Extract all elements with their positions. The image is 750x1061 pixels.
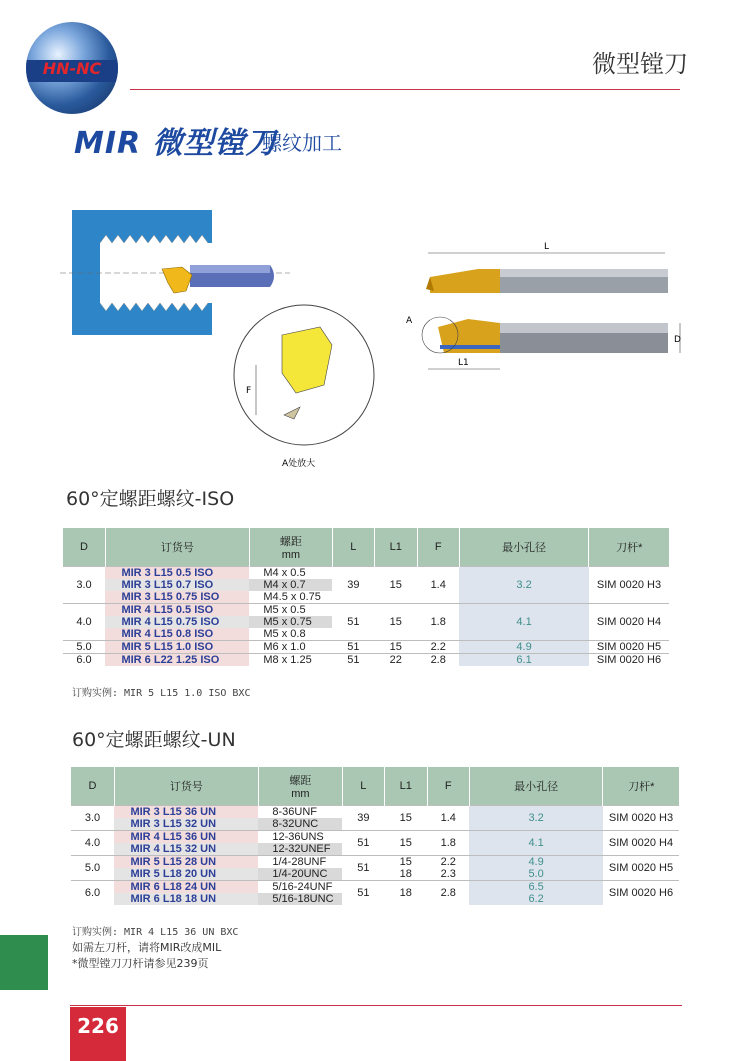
iso-thread-table [62, 528, 669, 666]
cell-holder: SIM 0020 H5 [603, 856, 679, 881]
cell-L: 51 [342, 856, 384, 881]
cell-pitch: 1/4-28UNF [258, 856, 342, 869]
cell-D: 5.0 [63, 641, 106, 654]
un-order-example: 订购实例: MIR 4 L15 36 UN BXC [72, 927, 239, 938]
cell-pitch: 1/4-20UNC [258, 868, 342, 881]
page-title: MIR 微型镗刀 [74, 126, 277, 161]
cell-pitch: 8-32UNC [258, 818, 342, 831]
cell-order-no: MIR 6 L22 1.25 ISO [105, 654, 249, 667]
cell-L1: 15 [384, 831, 427, 856]
tool-side-view [426, 242, 668, 293]
cell-D: 4.0 [63, 604, 106, 641]
company-logo [26, 22, 118, 114]
cell-D: 6.0 [63, 654, 106, 667]
cell-L: 39 [332, 567, 374, 604]
cell-L: 51 [332, 641, 374, 654]
cell-pitch: M6 x 1.0 [249, 641, 332, 654]
pitch-unit: mm [281, 549, 301, 561]
cell-pitch: 5/16-18UNC [258, 893, 342, 905]
cell-order-no: MIR 6 L18 24 UN [114, 881, 258, 894]
cell-L: 51 [342, 881, 384, 906]
col-header-holder: 刀杆* [589, 528, 669, 567]
cell-F: 2.2 [417, 641, 459, 654]
cell-L1: 15 [384, 806, 427, 831]
tool-diagram [60, 185, 690, 475]
cell-min-hole: 6.2 [469, 893, 603, 905]
cell-pitch: 5/16-24UNF [258, 881, 342, 894]
cell-L1: 15 [374, 604, 417, 641]
cell-min-hole: 5.0 [469, 868, 603, 881]
cell-D: 6.0 [71, 881, 115, 906]
cell-F: 2.2 [427, 856, 469, 869]
cell-min-hole: 4.9 [469, 856, 603, 869]
table-row [71, 831, 680, 844]
page-subtitle: 螺纹加工 [262, 131, 342, 155]
cell-L: 51 [332, 654, 374, 667]
cell-order-no: MIR 3 L15 32 UN [114, 818, 258, 831]
side-tab-marker [0, 935, 48, 990]
cell-D: 5.0 [71, 856, 115, 881]
cell-F: 2.3 [440, 868, 456, 880]
dim-F-label: F [246, 386, 252, 396]
cell-order-no: MIR 4 L15 0.75 ISO [105, 616, 249, 628]
detail-magnified-view [234, 305, 374, 469]
col-header-F: F [427, 767, 469, 806]
col-header-pitch [249, 528, 332, 567]
cell-L: 51 [342, 831, 384, 856]
cell-order-no: MIR 4 L15 0.5 ISO [105, 604, 249, 617]
iso-section-title: 60°定螺距螺纹-ISO [66, 488, 235, 510]
cell-order-no: MIR 5 L15 1.0 ISO [105, 641, 249, 654]
cell-holder: SIM 0020 H6 [589, 654, 669, 667]
cell-holder: SIM 0020 H5 [589, 641, 669, 654]
cell-L1: 22 [374, 654, 417, 667]
col-header-D: D [71, 767, 115, 806]
cell-holder: SIM 0020 H4 [603, 831, 679, 856]
cell-pitch: 12-36UNS [258, 831, 342, 844]
dim-D-label: D [674, 335, 681, 345]
cell-pitch: M5 x 0.75 [249, 616, 332, 628]
cell-D: 3.0 [63, 567, 106, 604]
table-row [71, 806, 680, 819]
page-category-label: 微型镗刀 [592, 50, 688, 78]
col-header-holder: 刀杆* [603, 767, 679, 806]
cell-F: 2.8 [427, 881, 469, 906]
table-header-row [63, 528, 670, 567]
un-section-title: 60°定螺距螺纹-UN [72, 729, 236, 751]
left-hand-note: 如需左刀杆，请将MIR改成MIL [72, 941, 222, 954]
table-row [63, 654, 670, 667]
table-row [71, 856, 680, 869]
detail-caption: A处放大 [282, 459, 316, 469]
col-header-L1: L1 [374, 528, 417, 567]
boring-bar [162, 265, 274, 293]
cell-holder: SIM 0020 H3 [589, 567, 669, 604]
cell-L: 39 [342, 806, 384, 831]
cell-F: 1.4 [417, 567, 459, 604]
table-row [71, 881, 680, 894]
col-header-order-no: 订货号 [105, 528, 249, 567]
iso-order-example: 订购实例: MIR 5 L15 1.0 ISO BXC [72, 688, 251, 699]
cell-pitch: M5 x 0.5 [249, 604, 332, 617]
cell-order-no: MIR 4 L15 32 UN [114, 843, 258, 856]
cell-L1: 18 [399, 868, 412, 880]
pitch-label: 螺距 [279, 536, 302, 548]
cell-holder: SIM 0020 H3 [603, 806, 679, 831]
cell-F: 1.8 [417, 604, 459, 641]
pitch-unit: mm [291, 788, 310, 800]
col-header-min-hole: 最小孔径 [459, 528, 589, 567]
cell-F: 1.8 [427, 831, 469, 856]
cell-min-hole: 3.2 [459, 567, 589, 604]
cell-min-hole: 4.1 [459, 604, 589, 641]
cell-holder: SIM 0020 H6 [603, 881, 679, 906]
cell-min-hole: 3.2 [469, 806, 603, 831]
cell-L: 51 [332, 604, 374, 641]
col-header-pitch [258, 767, 342, 806]
cell-min-hole: 4.1 [469, 831, 603, 856]
cell-L1: 18 [384, 881, 427, 906]
cell-L1: 15 [384, 856, 427, 869]
cell-L1: 15 [374, 641, 417, 654]
logo-text: HN-NC [42, 59, 102, 78]
cell-pitch: M5 x 0.8 [263, 628, 306, 640]
dim-L1-label: L1 [458, 358, 469, 368]
col-header-F: F [417, 528, 459, 567]
col-header-L1: L1 [384, 767, 427, 806]
col-header-L: L [332, 528, 374, 567]
cell-order-no: MIR 3 L15 0.5 ISO [105, 567, 249, 580]
col-header-L: L [342, 767, 384, 806]
tool-top-view [406, 316, 681, 369]
cell-pitch: 8-36UNF [258, 806, 342, 819]
dim-L-label: L [544, 242, 550, 252]
holder-reference-note: *微型镗刀刀杆请参见239页 [72, 957, 209, 970]
table-header-row [71, 767, 680, 806]
dim-A-label: A [406, 316, 413, 326]
cell-min-hole: 6.1 [459, 654, 589, 667]
cell-pitch: M4.5 x 0.75 [263, 591, 321, 603]
cell-F: 1.4 [427, 806, 469, 831]
cell-order-no: MIR 3 L15 0.7 ISO [105, 579, 249, 591]
table-row [63, 604, 670, 617]
cell-F: 2.8 [417, 654, 459, 667]
cell-order-no: MIR 3 L15 36 UN [114, 806, 258, 819]
header-divider [130, 89, 680, 90]
col-header-D: D [63, 528, 106, 567]
table-row [63, 567, 670, 580]
pitch-label: 螺距 [289, 775, 312, 787]
un-thread-table [70, 767, 679, 905]
cell-order-no: MIR 5 L15 28 UN [114, 856, 258, 869]
cell-min-hole: 6.5 [469, 881, 603, 894]
page-number: 226 [70, 1007, 126, 1061]
cell-order-no: MIR 4 L15 0.8 ISO [105, 628, 249, 641]
cell-D: 3.0 [71, 806, 115, 831]
cell-pitch: M4 x 0.7 [249, 579, 332, 591]
cell-pitch: M8 x 1.25 [249, 654, 332, 667]
cell-holder: SIM 0020 H4 [589, 604, 669, 641]
cell-order-no: MIR 4 L15 36 UN [114, 831, 258, 844]
cell-pitch: 12-32UNEF [258, 843, 342, 856]
cell-min-hole: 4.9 [459, 641, 589, 654]
cell-order-no: MIR 3 L15 0.75 ISO [105, 591, 249, 604]
col-header-min-hole: 最小孔径 [469, 767, 603, 806]
cell-D: 4.0 [71, 831, 115, 856]
footer-divider [70, 1005, 682, 1006]
cell-L1: 15 [374, 567, 417, 604]
table-row [63, 641, 670, 654]
cell-pitch: M4 x 0.5 [249, 567, 332, 580]
cell-order-no: MIR 6 L18 18 UN [114, 893, 258, 905]
cell-order-no: MIR 5 L18 20 UN [114, 868, 258, 881]
col-header-order-no: 订货号 [114, 767, 258, 806]
